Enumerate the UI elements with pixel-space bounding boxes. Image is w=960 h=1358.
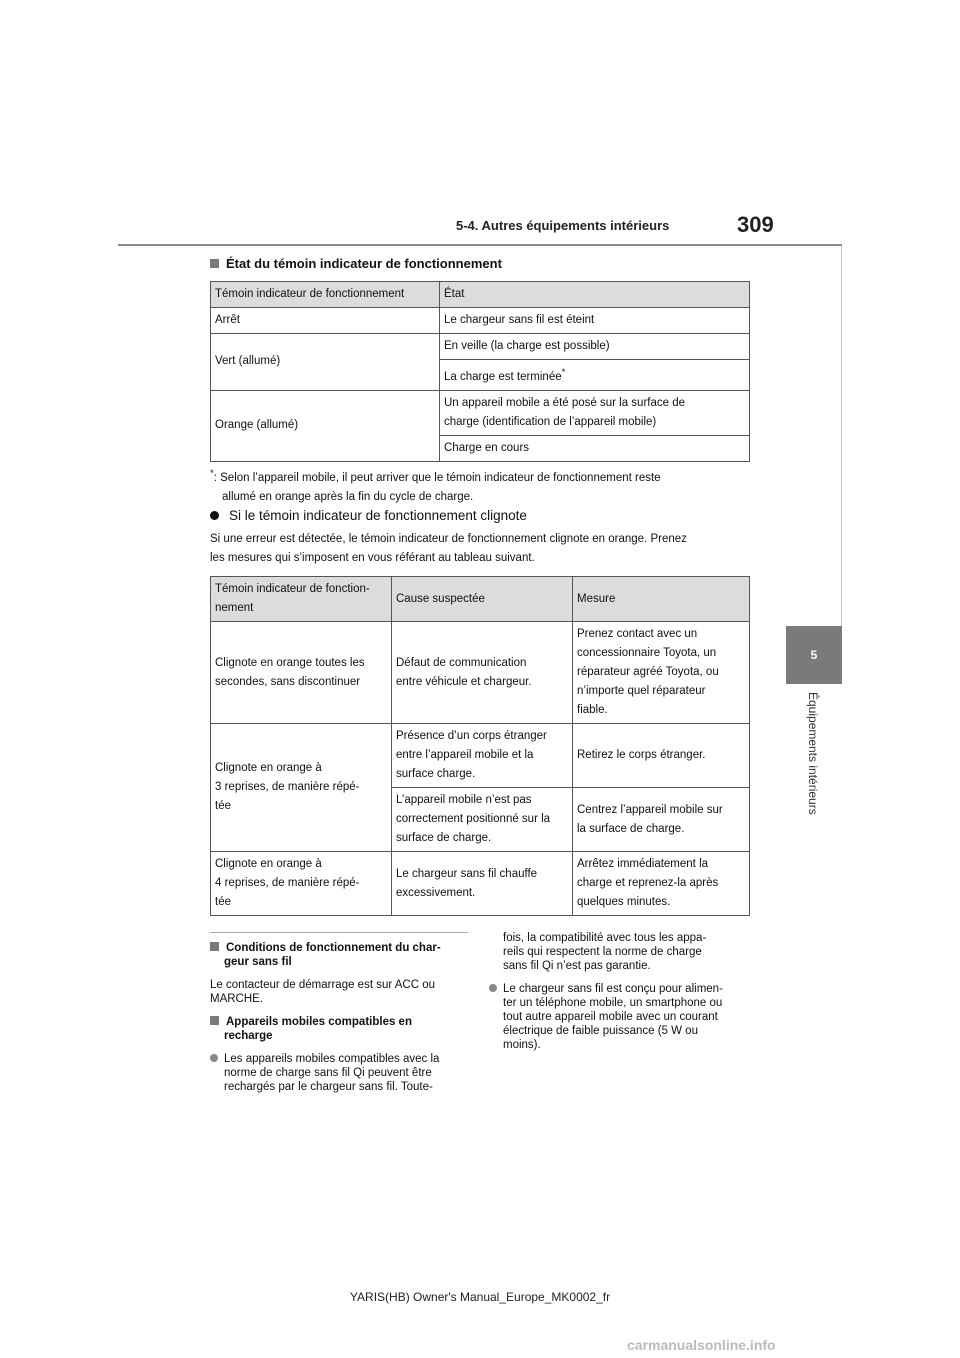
cell-indicator <box>211 852 392 916</box>
notes-left-column <box>210 941 472 1103</box>
note-text: MARCHE. <box>210 993 264 1005</box>
note-heading-text: geur sans fil <box>224 956 292 968</box>
cell-line: quelques minutes. <box>577 896 671 908</box>
cell-state <box>440 390 750 435</box>
table-row <box>211 724 750 788</box>
round-bullet-icon <box>210 511 219 520</box>
note-text: norme de charge sans fil Qi peuvent être <box>224 1067 432 1079</box>
cell-line: surface charge. <box>396 768 476 780</box>
cell-line: entre véhicule et chargeur. <box>396 675 532 688</box>
cell-line: 4 reprises, de manière répé- <box>215 877 360 889</box>
cell-cause <box>392 852 573 916</box>
cell-measure <box>573 852 750 916</box>
cell-line: surface de charge. <box>396 832 492 844</box>
note-paragraph <box>489 931 751 973</box>
cell-line: Centrez l’appareil mobile sur <box>577 803 723 816</box>
note-text: ter un téléphone mobile, un smartphone ou <box>503 997 723 1009</box>
header-state: État <box>440 282 750 308</box>
page-footer: YARIS(HB) Owner's Manual_Europe_MK0002_fr <box>349 1290 611 1304</box>
note-heading <box>210 941 472 969</box>
cell-line: Clignote en orange à <box>215 762 322 774</box>
cell-line: Un appareil mobile a été posé sur la surface de <box>444 396 686 409</box>
table-header-row <box>211 282 750 308</box>
cell-indicator: Vert (allumé) <box>211 334 440 391</box>
cell-indicator <box>211 724 392 852</box>
cell-line: fiable. <box>577 704 608 716</box>
notes-divider <box>210 932 468 933</box>
cell-line: 3 reprises, de manière répé- <box>215 781 360 793</box>
cell-line: Prenez contact avec un <box>577 628 698 640</box>
note-text: moins). <box>503 1039 541 1051</box>
note-text: rechargés par le chargeur sans fil. Toute- <box>224 1081 433 1093</box>
subheading-text: Si le témoin indicateur de fonctionnement clignote <box>229 508 527 523</box>
note-bullet <box>489 982 751 1052</box>
square-bullet-icon <box>210 259 219 268</box>
cell-line: Présence d’un corps étranger <box>396 730 547 742</box>
cell-line: entre l’appareil mobile et la <box>396 749 534 761</box>
header-indicator <box>211 577 392 622</box>
intro-paragraph <box>210 530 755 568</box>
section-heading <box>210 256 502 271</box>
cell-line: secondes, sans discontinuer <box>215 675 361 688</box>
section-heading-text: État du témoin indicateur de fonctionnement <box>226 256 502 271</box>
gray-bullet-icon <box>210 1054 218 1062</box>
blinking-indicator-table <box>210 576 750 916</box>
cell-state: Le chargeur sans fil est éteint <box>440 308 750 334</box>
notes-right-column <box>489 931 751 1061</box>
footnote-line: allumé en orange après la fin du cycle de charge. <box>222 490 474 503</box>
cell-measure <box>573 788 750 852</box>
cell-line: L’appareil mobile n’est pas <box>396 794 532 806</box>
note-text: tout autre appareil mobile avec un courant <box>503 1011 718 1023</box>
note-heading-text: Conditions de fonctionnement du char- <box>226 942 441 954</box>
note-text: reils qui respectent la norme de charge <box>503 946 702 958</box>
intro-line: les mesures qui s’imposent en vous référant au tableau suivant. <box>210 552 535 564</box>
cell-state <box>440 360 750 391</box>
indicator-state-table <box>210 281 750 462</box>
note-text: électrique de faible puissance (5 W ou <box>503 1025 698 1037</box>
cell-line: concessionnaire Toyota, un <box>577 647 717 659</box>
footnote <box>210 464 661 507</box>
gray-bullet-icon <box>489 984 497 992</box>
note-text: Les appareils mobiles compatibles avec la <box>224 1053 440 1065</box>
cell-line: Le chargeur sans fil chauffe <box>396 867 538 880</box>
table-row <box>211 622 750 724</box>
note-heading <box>210 1015 472 1043</box>
cell-measure: Retirez le corps étranger. <box>573 724 750 788</box>
cell-state-text: La charge est terminée <box>444 370 562 383</box>
footnote-marker: * <box>561 367 566 378</box>
cell-indicator: Orange (allumé) <box>211 390 440 461</box>
table-header-row <box>211 577 750 622</box>
note-heading-text: Appareils mobiles compatibles en <box>226 1016 412 1028</box>
chapter-side-line <box>841 246 842 626</box>
cell-line: Clignote en orange à <box>215 858 322 870</box>
header-line: Témoin indicateur de fonction- <box>215 583 370 595</box>
intro-line: Si une erreur est détectée, le témoin indicateur de fonctionnement clignote en orange. Prenez <box>210 533 687 545</box>
cell-line: charge et reprenez-la après <box>577 877 719 889</box>
cell-line: tée <box>215 800 231 812</box>
table-row <box>211 308 750 334</box>
note-text: Le chargeur sans fil est conçu pour alimen- <box>503 983 723 995</box>
header-divider <box>118 244 842 246</box>
table-row <box>211 334 750 360</box>
table-row <box>211 390 750 435</box>
cell-cause <box>392 724 573 788</box>
square-bullet-icon <box>210 1016 219 1025</box>
cell-line: correctement positionné sur la <box>396 813 551 825</box>
header-cause: Cause suspectée <box>392 577 573 622</box>
cell-indicator <box>211 622 392 724</box>
note-bullet <box>210 1052 472 1094</box>
footnote-text: : Selon l’appareil mobile, il peut arriver que le témoin indicateur de fonctionnement reste <box>213 471 661 484</box>
footnote-line <box>210 464 661 488</box>
cell-cause <box>392 788 573 852</box>
header-line: nement <box>215 602 254 614</box>
cell-line: charge (identification de l’appareil mobile) <box>444 415 657 428</box>
page-number: 309 <box>737 212 774 237</box>
cell-line: réparateur agréé Toyota, ou <box>577 666 719 678</box>
subheading <box>210 508 527 523</box>
header-measure: Mesure <box>573 577 750 622</box>
cell-state: Charge en cours <box>440 435 750 461</box>
cell-line: n’importe quel réparateur <box>577 685 706 697</box>
cell-line: la surface de charge. <box>577 822 685 835</box>
section-title: 5-4. Autres équipements intérieurs <box>456 218 670 233</box>
note-heading-text: recharge <box>224 1030 273 1042</box>
cell-indicator: Arrêt <box>211 308 440 334</box>
cell-line: excessivement. <box>396 886 476 899</box>
note-text: fois, la compatibilité avec tous les appa- <box>503 932 707 944</box>
cell-line: tée <box>215 896 231 908</box>
footnote-marker: * <box>210 468 214 479</box>
cell-state: En veille (la charge est possible) <box>440 334 750 360</box>
cell-line: Arrêtez immédiatement la <box>577 858 709 870</box>
cell-cause <box>392 622 573 724</box>
header-indicator: Témoin indicateur de fonctionnement <box>211 282 440 308</box>
square-bullet-icon <box>210 942 219 951</box>
chapter-label: Équipements intérieurs <box>806 692 820 815</box>
watermark: carmanualsonline.info <box>627 1337 776 1353</box>
cell-measure <box>573 622 750 724</box>
chapter-tab[interactable]: 5 <box>786 626 842 684</box>
note-text: Le contacteur de démarrage est sur ACC ou <box>210 979 436 991</box>
cell-line: Clignote en orange toutes les <box>215 656 365 669</box>
cell-line: Défaut de communication <box>396 656 527 669</box>
table-row <box>211 852 750 916</box>
note-paragraph <box>210 978 472 1006</box>
note-text: sans fil Qi n’est pas garantie. <box>503 960 651 972</box>
